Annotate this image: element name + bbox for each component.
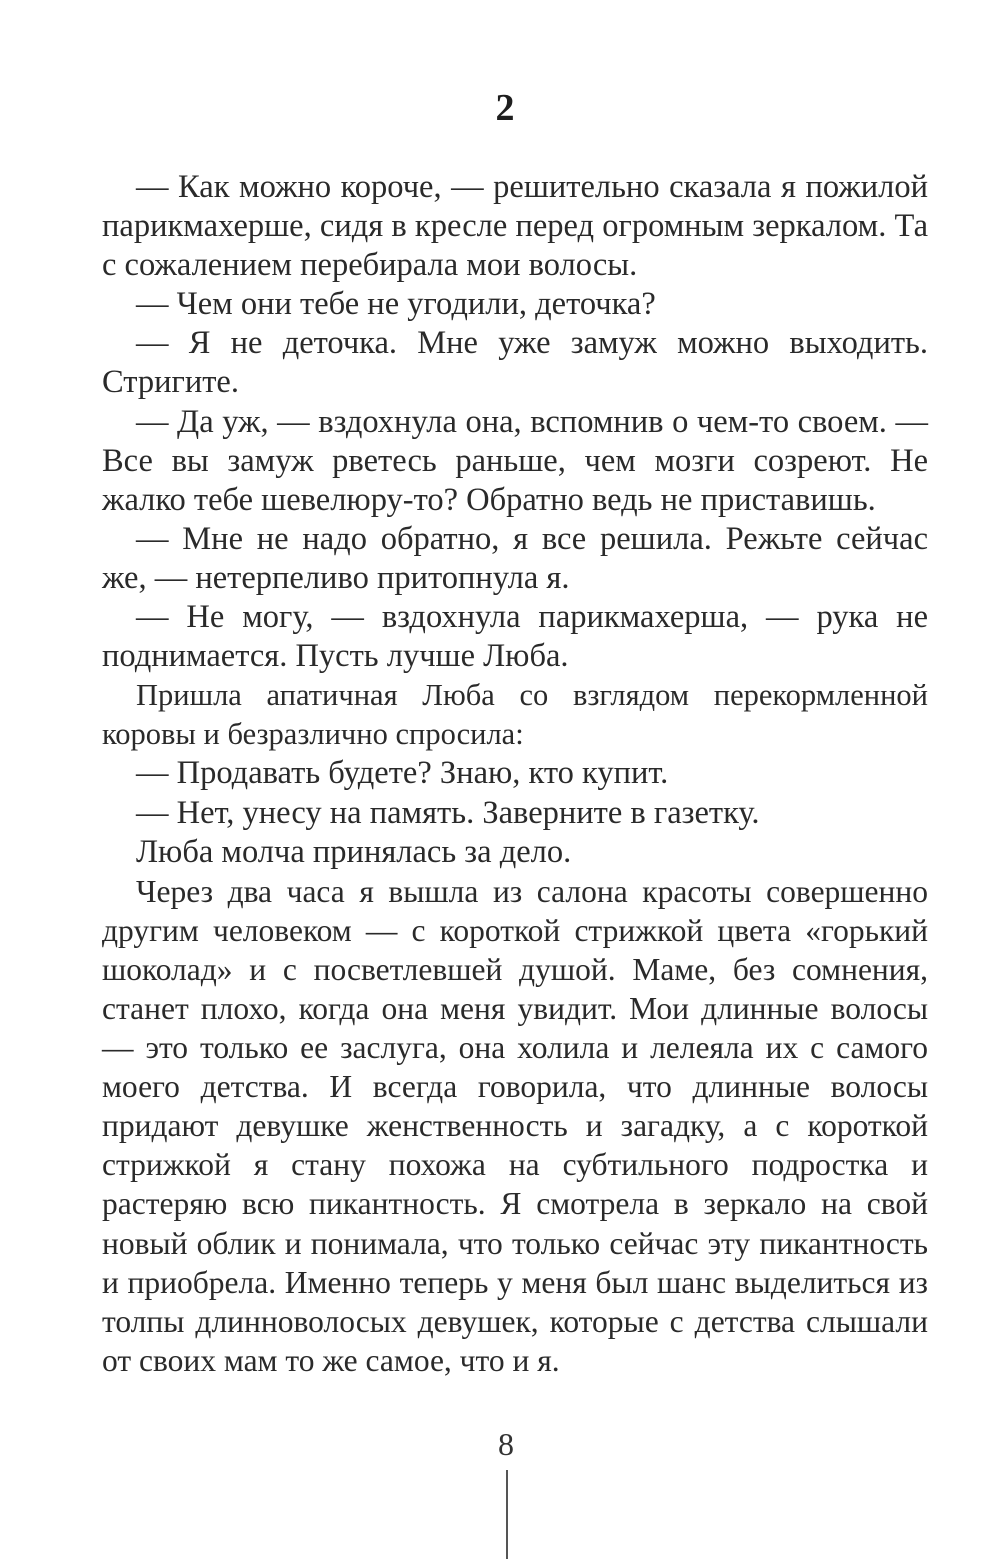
paragraph: — Как можно короче, — решительно сказала я пожилой парикмахерше, сидя в кресле перед огромным зеркалом. Та с сожалением перебирала мои волосы. xyxy=(102,169,928,284)
paragraph: — Я не деточка. Мне уже замуж можно выходить. Стригите. xyxy=(102,325,928,401)
paragraph: Люба молча принялась за дело. xyxy=(136,833,572,870)
page-number: 8 xyxy=(498,1426,514,1462)
page-number-rule xyxy=(506,1470,508,1559)
paragraph: — Да уж, — вздохнула она, вспомнив о чем-то своем. — Все вы замуж рветесь раньше, чем мозги созреют. Не жалко тебе шевелюру-то? Обратно ведь не приставишь. xyxy=(102,403,928,518)
paragraph: Пришла апатичная Люба со взглядом перекормленной коровы и безразлично спросила: xyxy=(102,678,928,752)
paragraph: — Продавать будете? Знаю, кто купит. xyxy=(136,755,669,792)
body-text xyxy=(102,168,928,1380)
paragraph: — Чем они тебе не угодили, деточка? xyxy=(136,286,656,323)
chapter-number: 2 xyxy=(495,87,515,129)
paragraph: Через два часа я вышла из салона красоты совершенно другим человеком — с короткой стрижкой цвета «горький шоколад» и с посветлевшей душой. Маме, без сомнения, станет плохо, когда она меня увидит. Мои длинные волосы — это только ее заслуга, она холила и лелеяла их с самого моего детства. И всегда говорила, что длинные волосы придают девушке женственность и загадку, а с короткой стрижкой я стану похожа на субтильного подростка и растеряю всю пикантность. Я смотрела в зеркало на свой новый облик и понимала, что только сейчас эту пикантность и приобрела. Именно теперь у меня был шанс выделиться из толпы длинноволосых девушек, которые с детства слышали от своих мам то же самое, что и я. xyxy=(102,873,928,1378)
paragraph: — Мне не надо обратно, я все решила. Режьте сейчас же, — нетерпеливо притопнула я. xyxy=(102,520,928,596)
paragraph: — Нет, унесу на память. Заверните в газетку. xyxy=(136,794,760,831)
paragraph: — Не могу, — вздохнула парикмахерша, — рука не поднимается. Пусть лучше Люба. xyxy=(102,599,928,675)
